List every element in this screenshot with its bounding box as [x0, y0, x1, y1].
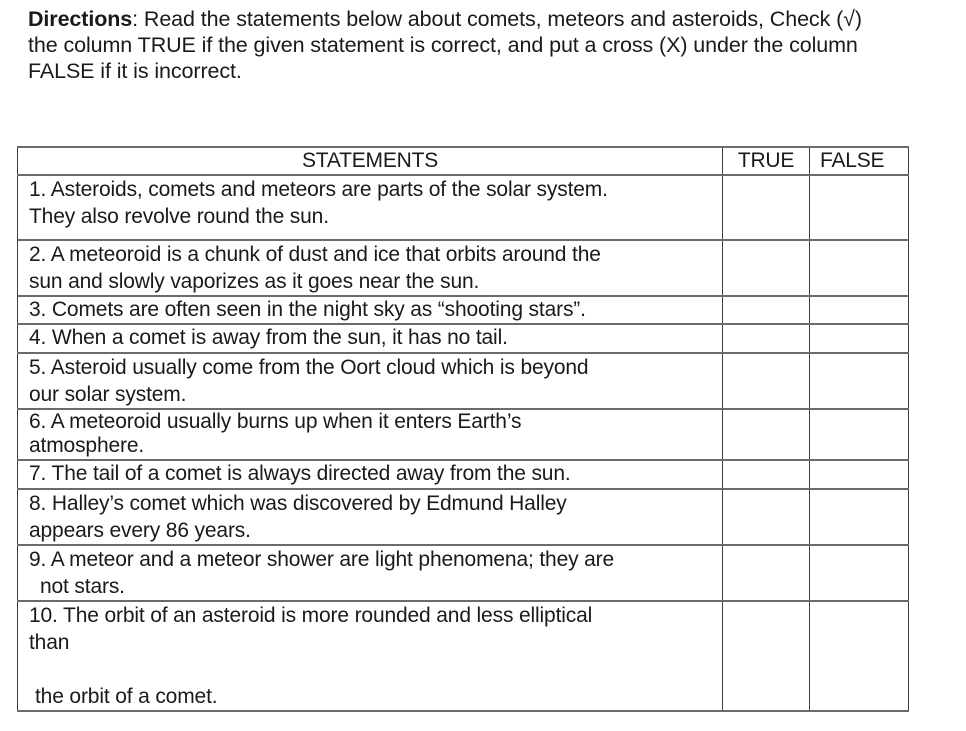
statement-text: our solar system.: [29, 383, 187, 406]
table-row: [18, 353, 909, 409]
false-answer-cell[interactable]: [810, 324, 909, 353]
statement-cell: [18, 545, 723, 601]
statement-cell: [18, 489, 723, 545]
statement-text: not stars.: [40, 575, 125, 598]
statement-cell: [18, 324, 723, 353]
true-answer-cell[interactable]: [723, 175, 810, 240]
statement-text: the orbit of a comet.: [35, 685, 218, 708]
false-answer-cell[interactable]: [810, 489, 909, 545]
false-answer-cell[interactable]: [810, 460, 909, 489]
statement-text: 9. A meteor and a meteor shower are light phenomena; they are: [29, 548, 615, 571]
statement-blank-line: [29, 656, 722, 683]
statement-cell: [18, 296, 723, 324]
statement-text: 4. When a comet is away from the sun, it has no tail.: [29, 326, 508, 349]
statement-cell: [18, 601, 723, 711]
table-row: [18, 409, 909, 460]
false-answer-cell[interactable]: [810, 409, 909, 460]
table-row: [18, 489, 909, 545]
table-row: [18, 601, 909, 711]
statement-text: 7. The tail of a comet is always directed away from the sun.: [29, 462, 571, 485]
statement-text: 2. A meteoroid is a chunk of dust and ice that orbits around the: [29, 243, 601, 266]
statement-cell: [18, 353, 723, 409]
false-answer-cell[interactable]: [810, 353, 909, 409]
statement-text: appears every 86 years.: [29, 519, 251, 542]
false-answer-cell[interactable]: [810, 601, 909, 711]
true-answer-cell[interactable]: [723, 353, 810, 409]
true-answer-cell[interactable]: [723, 409, 810, 460]
false-answer-cell[interactable]: [810, 296, 909, 324]
header-statements: STATEMENTS: [18, 147, 723, 175]
header-false: FALSE: [810, 147, 909, 175]
false-answer-cell[interactable]: [810, 240, 909, 296]
true-answer-cell[interactable]: [723, 545, 810, 601]
directions-line-2: the column TRUE if the given statement is correct, and put a cross (X) under the column: [28, 33, 858, 57]
statement-text: 8. Halley’s comet which was discovered by Edmund Halley: [29, 492, 567, 515]
table-row: [18, 296, 909, 324]
true-false-table: [17, 146, 909, 712]
table-row: [18, 324, 909, 353]
directions-paragraph: [28, 6, 963, 84]
statement-cell: [18, 175, 723, 240]
statement-text: 1. Asteroids, comets and meteors are parts of the solar system.: [29, 178, 608, 201]
statement-text: 10. The orbit of an asteroid is more rounded and less elliptical: [29, 604, 593, 627]
true-answer-cell[interactable]: [723, 460, 810, 489]
table-row: [18, 545, 909, 601]
statement-text: 6. A meteoroid usually burns up when it enters Earth’s: [29, 410, 522, 433]
statement-cell: [18, 240, 723, 296]
false-answer-cell[interactable]: [810, 545, 909, 601]
statement-text: 3. Comets are often seen in the night sky as “shooting stars”.: [29, 298, 586, 321]
table-row: [18, 460, 909, 489]
true-answer-cell[interactable]: [723, 240, 810, 296]
directions-label: Directions: [28, 7, 133, 31]
false-answer-cell[interactable]: [810, 175, 909, 240]
statement-cell: [18, 409, 723, 460]
statement-text: than: [29, 631, 70, 654]
statement-cell: [18, 460, 723, 489]
table-row: [18, 175, 909, 240]
table-row: [18, 240, 909, 296]
statement-text: 5. Asteroid usually come from the Oort cloud which is beyond: [29, 356, 589, 379]
directions-line-3: FALSE if it is incorrect.: [28, 59, 242, 83]
true-answer-cell[interactable]: [723, 489, 810, 545]
table-header-row: [18, 147, 909, 175]
statement-text: sun and slowly vaporizes as it goes near the sun.: [29, 270, 480, 293]
true-answer-cell[interactable]: [723, 296, 810, 324]
true-answer-cell[interactable]: [723, 324, 810, 353]
header-true: TRUE: [723, 147, 810, 175]
directions-line-1: Directions: Read the statements below about comets, meteors and asteroids, Check (√): [28, 7, 862, 31]
statement-text: atmosphere.: [29, 434, 145, 457]
true-answer-cell[interactable]: [723, 601, 810, 711]
statement-text: They also revolve round the sun.: [29, 205, 329, 228]
